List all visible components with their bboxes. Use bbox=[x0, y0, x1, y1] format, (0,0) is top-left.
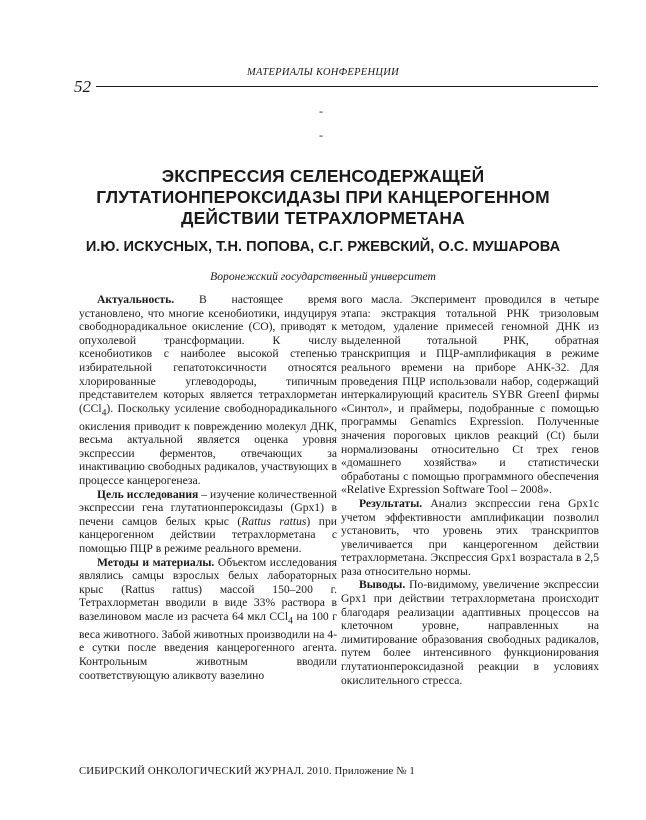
page-number: 52 bbox=[74, 77, 91, 96]
conclusion-text: По-видимому, увеличение экспрессии Gpx1 при действии тетрахлорметана происходит благодаря реализации адаптивных процессов на клеточном уровне, направленных на лимитирование образования свободных радикалов, путем более интенсивного функционирования глутатионпероксидазной реакции в условиях окислительного стресса. bbox=[341, 578, 599, 687]
separator-dash: - bbox=[319, 104, 323, 118]
aim-heading: Цель исследования bbox=[97, 487, 199, 501]
conclusion-paragraph bbox=[341, 578, 599, 687]
aim-text: ) при канцерогенном действии тетрахлорметана с помощью ПЦР в режиме реального времени. bbox=[79, 514, 337, 555]
header-rule bbox=[96, 86, 598, 87]
journal-footer: СИБИРСКИЙ ОНКОЛОГИЧЕСКИЙ ЖУРНАЛ. 2010. Приложение № 1 bbox=[79, 765, 415, 777]
article-title bbox=[40, 166, 606, 229]
results-paragraph bbox=[341, 497, 599, 579]
results-heading: Результаты. bbox=[359, 496, 423, 510]
methods-text: Объектом исследования являлись самцы взрослых белых лабораторных крыс (Rattus rattus) массой 150–200 г. Тетрахлорметан вводили в виде 33% раствора в вазелиновом масле из расчета 64 мкл CCl bbox=[79, 555, 337, 623]
relevance-text: ). Поскольку усиление свободнорадикального окисления приводит к повреждению молекул ДНК, весьма актуальной является оценка уровня экспрессии ферментов, отвечающих за инактивацию свободных радикалов, участвующих в процессе канцерогенеза. bbox=[79, 401, 337, 488]
title-line: ГЛУТАТИОНПЕРОКСИДАЗЫ ПРИ КАНЦЕРОГЕННОМ bbox=[96, 187, 550, 207]
relevance-heading: Актуальность. bbox=[97, 293, 175, 306]
left-column bbox=[79, 293, 337, 682]
methods-text: на 100 г веса животного. Забой животных производили на 4-е сутки после введения канцерогенного агента. Контрольным животным вводили соответствующую аликвоту вазелино bbox=[79, 609, 337, 682]
title-line: ЭКСПРЕССИЯ СЕЛЕНСОДЕРЖАЩЕЙ bbox=[161, 166, 485, 186]
running-header: МАТЕРИАЛЫ КОНФЕРЕНЦИИ bbox=[246, 67, 400, 78]
methods-paragraph bbox=[79, 556, 337, 683]
methods-continuation: вого масла. Эксперимент проводился в четыре этапа: экстракция тотальной РНК тризоловым методом, удаление примесей геномной ДНК из выделенной тотальной РНК, обратная транскрипция и ПЦР-амплификация в режиме реального времени на приборе АНК-32. Для проведения ПЦР использовали набор, содержащий интеркалирующий краситель SYBR GreenI фирмы «Синтол», и праймеры, подобранные с помощью программы Genamics Expression. Полученные значения пороговых циклов реакций (Ct) были нормализованы относительно Ct трех генов «домашнего хозяйства» и статистически обработаны с помощью программного обеспечения «Relative Expression Software Tool – 2008». bbox=[341, 293, 599, 497]
methods-heading: Методы и материалы. bbox=[97, 555, 215, 569]
relevance-paragraph bbox=[79, 293, 337, 488]
separator-dash: - bbox=[319, 128, 323, 142]
latin-name: Rattus rattus bbox=[241, 514, 307, 528]
formula-subscript: 4 bbox=[288, 615, 293, 627]
title-line: ДЕЙСТВИИ ТЕТРАХЛОРМЕТАНА bbox=[181, 208, 465, 228]
formula-subscript: 4 bbox=[101, 407, 107, 419]
right-column bbox=[341, 293, 599, 687]
conclusion-heading: Выводы. bbox=[359, 578, 406, 592]
relevance-text: В настоящее время установлено, что многие ксенобиотики, индуцируя свободнорадикальное окисление (СО), приводят к опухолевой трансформации. К числу ксенобиотиков с наиболее высокой степенью избирательной гепатотоксичности относятся хлорированные углеводороды, типичным представителем которых является тетрахлорметан (CCl bbox=[79, 293, 337, 415]
authors: И.Ю. ИСКУСНЫХ, Т.Н. ПОПОВА, С.Г. РЖЕВСКИЙ, О.С. МУШАРОВА bbox=[85, 239, 561, 255]
affiliation: Воронежский государственный университет bbox=[210, 270, 436, 283]
aim-text: – изучение количественной экспрессии гена глутатионпероксидазы (Gpx1) в печени самцов белых крыс ( bbox=[79, 487, 338, 528]
aim-paragraph bbox=[79, 488, 337, 556]
results-text: Анализ экспрессии гена Gpx1с учетом эффективности амплификации позволил установить, что уровень этих транскриптов увеличивается при канцерогенном действии тетрахлорметана. Экспрессия Gpx1 возрастала в 2,5 раза относительно нормы. bbox=[341, 496, 599, 578]
